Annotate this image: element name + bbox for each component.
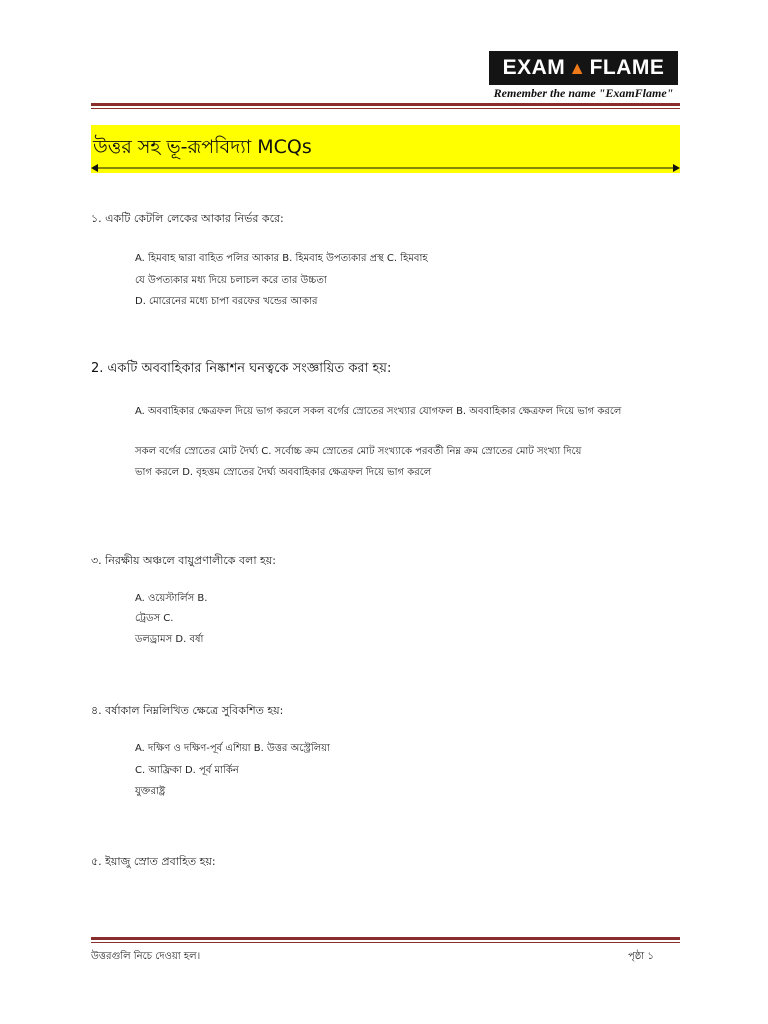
question-2-line-2: সকল বর্গের স্রোতের মোট দৈর্ঘ্য C. সর্বোচ্চ ক্রম স্রোতের মোট সংখ্যাকে পরবর্তী নিম্ন ক্রম স্রোতের মোট সংখ্যা দিয়ে	[135, 446, 582, 457]
question-1: ১. একটি কেটলি লেকের আকার নির্ভর করে:	[91, 212, 284, 225]
question-3-line-1: A. ওয়েস্টার্লিস B.	[135, 593, 208, 604]
question-5: ৫. ইয়াজু স্রোত প্রবাহিত হয়:	[91, 855, 216, 868]
logo-text-exam: EXAM	[502, 56, 566, 79]
question-1-line-1: A. হিমবাহ দ্বারা বাহিত পলির আকার B. হিমবাহ উপত্যকার প্রস্থ C. হিমবাহ	[135, 253, 428, 264]
question-2-line-1: A. অববাহিকার ক্ষেত্রফল দিয়ে ভাগ করলে সকল বর্গের স্রোতের সংখ্যার যোগফল B. অববাহিকার ক্ষেত্রফল দিয়ে ভাগ করলে	[135, 406, 622, 417]
tagline: Remember the name "ExamFlame"	[493, 86, 674, 100]
question-3: ৩. নিরক্ষীয় অঞ্চলে বায়ুপ্রণালীকে বলা হয়:	[91, 554, 276, 567]
question-4-line-3: যুক্তরাষ্ট্র	[135, 786, 166, 797]
question-2-line-3: ভাগ করলে D. বৃহত্তম স্রোতের দৈর্ঘ্য অববাহিকার ক্ষেত্রফল দিয়ে ভাগ করলে	[135, 467, 432, 478]
question-3-line-3: ডলড্রামস D. বর্ষা	[135, 634, 204, 645]
question-2: 2. একটি অববাহিকার নিষ্কাশন ঘনত্বকে সংজ্ঞায়িত করা হয়:	[91, 361, 392, 376]
page-title: উত্তর সহ ভূ-রূপবিদ্যা MCQs	[93, 136, 312, 158]
question-4-line-2: C. আফ্রিকা D. পূর্ব মার্কিন	[135, 765, 239, 776]
question-1-line-2: যে উপত্যকার মধ্য দিয়ে চলাচল করে তার উচ্চতা	[135, 275, 327, 286]
question-4-line-1: A. দক্ষিণ ও দক্ষিণ-পূর্ব এশিয়া B. উত্তর অস্ট্রেলিয়া	[135, 743, 330, 754]
flame-icon: ▲	[568, 57, 587, 78]
exam-flame-logo	[489, 51, 678, 85]
logo-text-flame: FLAME	[589, 56, 665, 79]
question-3-line-2: ট্রেডস C.	[135, 613, 174, 624]
question-1-line-3: D. মোরেনের মধ্যে চাপা বরফের খন্ডের আকার	[135, 296, 318, 307]
question-4: ৪. বর্ষাকাল নিম্নলিখিত ক্ষেত্রে সুবিকশিত হয়:	[91, 704, 284, 717]
page-number: পৃষ্ঠা ১	[628, 951, 654, 962]
double-arrow-icon	[91, 163, 680, 173]
footer-note: উত্তরগুলি নিচে দেওয়া হল।	[91, 951, 201, 962]
title-banner	[91, 125, 680, 173]
footer-divider	[91, 937, 680, 943]
header-divider	[91, 103, 680, 109]
